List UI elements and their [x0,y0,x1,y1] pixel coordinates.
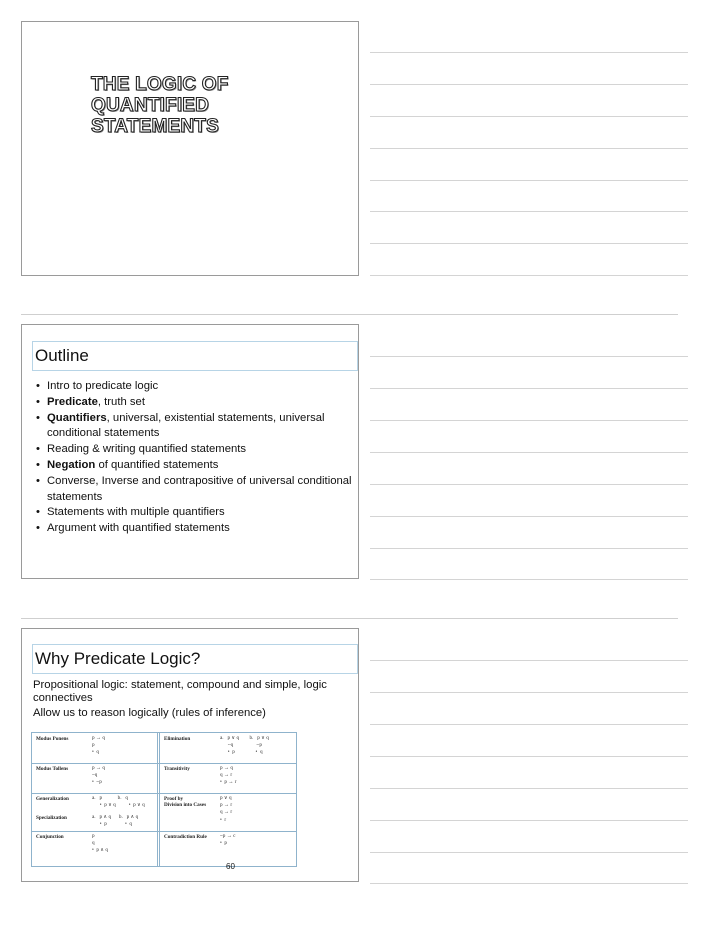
page-number: 60 [226,862,235,871]
paragraph-propositional-logic: Propositional logic: statement, compound and simple, logic connectives [33,679,327,704]
rule-formula: a. p b. q • p ∨ q • p ∨ q [92,795,145,809]
slide-3 [21,628,359,882]
note-line [370,148,688,149]
note-line [370,180,688,181]
note-line [370,84,688,85]
rule-name: Specialization [36,815,67,821]
page-separator [21,314,678,315]
table-row-divider [32,793,296,794]
note-line [370,660,688,661]
outline-item-text: , truth set [97,395,145,408]
outline-item [34,505,354,521]
outline-item [34,395,354,411]
note-line [370,516,688,517]
note-line [370,820,688,821]
outline-item-keyword: Quantifiers [47,411,107,424]
outline-item-text: of quantified statements [95,458,219,471]
table-row-divider [32,831,296,832]
note-line [370,548,688,549]
note-line [370,883,688,884]
outline-item-keyword: Negation [47,458,96,471]
rule-name: Modus Tollens [36,766,69,772]
outline-item-text: Argument with quantified statements [47,522,230,535]
note-line [370,788,688,789]
note-line [370,579,688,580]
paragraph-rules-of-inference: Allow us to reason logically (rules of inference) [33,707,266,719]
rule-formula: ~p → c • p [220,833,236,847]
rule-formula: a. p ∧ q b. p ∧ q • p • q [92,814,139,828]
note-line [370,484,688,485]
rule-formula: p → q p • q [92,735,105,756]
outline-list [34,379,354,537]
rule-name: Proof by Division into Cases [164,796,207,808]
title-line-1: THE LOGIC OF [91,74,229,95]
rule-formula: p → q q → r • p → r [220,765,237,786]
note-line [370,388,688,389]
rule-formula: a. p ∨ q b. p ∨ q ~q ~p • p • q [220,735,269,756]
outline-item [34,474,354,506]
title-line-2: QUANTIFIED [91,95,210,116]
rule-formula: p ∨ q p → r q → r • r [220,795,233,823]
outline-item [34,379,354,395]
table-divider [157,733,158,866]
title-line-3: STATEMENTS [91,116,219,137]
outline-item-keyword: Predicate [47,395,98,408]
rule-name: Generalization [36,796,69,802]
outline-item-text: Reading & writing quantified statements [47,443,247,456]
outline-item-text: Statements with multiple quantifiers [47,506,225,519]
outline-item-text: Converse, Inverse and contrapositive of universal conditional statements [47,474,352,503]
note-line [370,275,688,276]
outline-item [34,458,354,474]
note-line [370,692,688,693]
rule-formula: p q • p ∧ q [92,833,108,854]
note-line [370,724,688,725]
table-row-divider [32,763,296,764]
outline-item [34,521,354,537]
outline-item-text: , universal, existential statements, universal conditional statements [47,411,325,440]
note-line [370,211,688,212]
rule-name: Modus Ponens [36,736,69,742]
rule-name: Contradiction Rule [164,834,207,840]
page-separator [21,618,678,619]
rule-name: Conjunction [36,834,64,840]
outline-item-text: Intro to predicate logic [47,380,159,392]
table-divider [159,733,160,866]
note-line [370,852,688,853]
slide-3-title: Why Predicate Logic? [32,644,358,674]
slide-1 [21,21,359,276]
rule-name: Transitivity [164,766,190,772]
slide-2-title: Outline [32,341,358,371]
rules-of-inference-table [31,732,297,867]
note-line [370,116,688,117]
rule-formula: p → q ~q • ~p [92,765,105,786]
rule-name: Elimination [164,736,191,742]
note-line [370,52,688,53]
note-line [370,356,688,357]
note-line [370,452,688,453]
slide-2 [21,324,359,579]
outline-item [34,411,354,443]
slide-1-title [91,74,229,137]
note-line [370,420,688,421]
note-line [370,756,688,757]
note-line [370,243,688,244]
outline-item [34,442,354,458]
